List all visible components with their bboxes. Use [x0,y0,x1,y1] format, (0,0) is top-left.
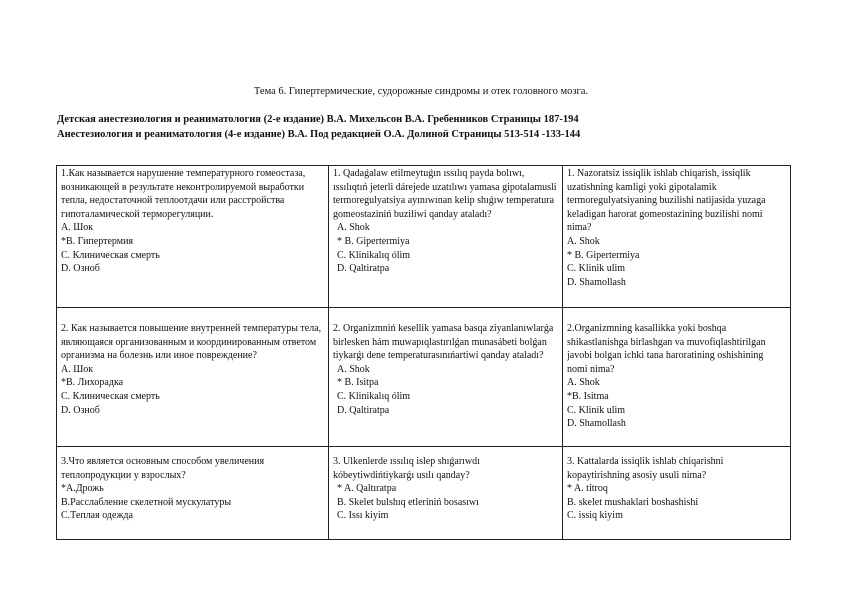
question-cell-uzbek [563,308,791,447]
option-c: С.Теплая одежда [61,510,133,522]
option-d: D. Qaltiratpa [337,404,390,416]
option-a: * A. Qaltıratpa [337,483,397,495]
question-text: 2.Organizmning kasallikka yoki boshqa shikastlanishga birlashgan va muvofiqlashtirilgan javobi bolgan ichki tana haroratining oshishining nomi nima? [567,323,766,375]
option-c: C. Klinikalıq ólim [337,249,411,261]
option-b: *B. Isitma [567,390,609,402]
option-a: * A. titroq [567,483,608,495]
option-a: A. Shok [337,363,370,375]
question-cell-karakalpak [329,166,563,308]
question-text: 2. Как называется повышение внутренней температуры тела, являющаяся организованным и координированным ответом организма на болезнь или иное повреждение? [61,323,322,362]
option-a: А. Шок [61,222,94,234]
option-c: C. Issı kiyim [337,510,389,522]
option-c: C. Klinikalıq ólim [337,390,411,402]
table-row [57,308,791,447]
question-text: 1. Qadaǵalaw etilmeytuǵın ıssılıq payda bolıwı, ıssılıqtıń jeterli dárejede uzatılıwı yamasa gipotalamusli termoregulyatsiya ayınıwınan kelip shıǵıw temperatura gomeostaziniń buziliwi qanday ataladı? [333,168,557,220]
question-text: 3. Ulkenlerde ıssılıq islep shıǵarıwdı kóbeytiwdińtiykarǵı usılı qanday? [333,456,480,481]
question-cell-uzbek [563,447,791,540]
option-b: * B. Gipertermiya [567,249,640,261]
option-a: A. Shok [567,235,600,247]
option-d: D. Qaltiratpa [337,263,390,275]
reference-line-2: Анестезиология и реаниматология (4-е издание) В.А. Под редакцией О.А. Долиной Страницы 513-514 -133-144 [57,129,581,140]
option-c: C. Klinik ulim [567,404,626,416]
option-d: D. Shamollash [567,276,626,288]
question-text: 3. Kattalarda issiqlik ishlab chiqarishni kopaytirishning asosiy usuli nima? [567,456,724,481]
option-c: С. Клиническая смерть [61,249,160,261]
option-b: * B. Gipertermiya [337,235,410,247]
topic-heading: Тема 6. Гипертермические, судорожные синдромы и отек головного мозга. [253,86,589,97]
question-cell-karakalpak [329,308,563,447]
option-b: В.Расслабление скелетной мускулатуры [61,496,232,508]
questions-table [56,165,791,540]
option-a: *А.Дрожь [61,483,104,495]
option-b: B. skelet mushaklari boshashishi [567,496,699,508]
option-c: С. Клиническая смерть [61,390,160,402]
table-row [57,166,791,308]
option-d: D. Озноб [61,263,100,275]
reference-line-1: Детская анестезиология и реаниматология (2-е издание) В.А. Михельсон В.А. Гребенников Страницы 187-194 [57,114,579,125]
question-cell-russian [57,166,329,308]
option-c: C. Klinik ulim [567,263,626,275]
question-text: 3.Что является основным способом увеличения теплопродукции у взрослых? [61,456,265,481]
option-b: *В. Гипертермия [61,235,134,247]
option-a: A. Shok [337,222,370,234]
option-a: A. Shok [567,377,600,389]
question-cell-russian [57,308,329,447]
option-b: *В. Лихорадка [61,377,124,389]
question-cell-karakalpak [329,447,563,540]
option-b: * B. Isitpa [337,377,379,389]
question-text: 2. Organizmniń kesellik yamasa basqa ziyanlanıwlarǵa birlesken hám muwapıqlastırılǵan munasábeti bolǵan tiykarǵı dene temperaturasınıńartiwi qanday ataladı? [333,323,554,362]
question-text: 1. Nazoratsiz issiqlik ishlab chiqarish, issiqlik uzatishning kamligi yoki gipotalamik termoregulyatsiyaning buzilishi natijasida yuzaga keladigan harorat gomeostazining buzilishi nomi nima? [567,168,766,234]
option-c: C. issiq kiyim [567,510,623,522]
option-d: D. Shamollash [567,418,626,430]
table-row [57,447,791,540]
option-b: B. Skelet bulshıq etleriniń bosasıwı [337,496,479,508]
question-text: 1.Как называется нарушение температурного гомеостаза, возникающей в результате неконтролируемой выработки тепла, недостаточной теплоотдачи или расстройства гипоталамической терморегуляции. [61,168,306,220]
question-cell-uzbek [563,166,791,308]
question-cell-russian [57,447,329,540]
option-a: А. Шок [61,363,94,375]
option-d: D. Озноб [61,404,100,416]
